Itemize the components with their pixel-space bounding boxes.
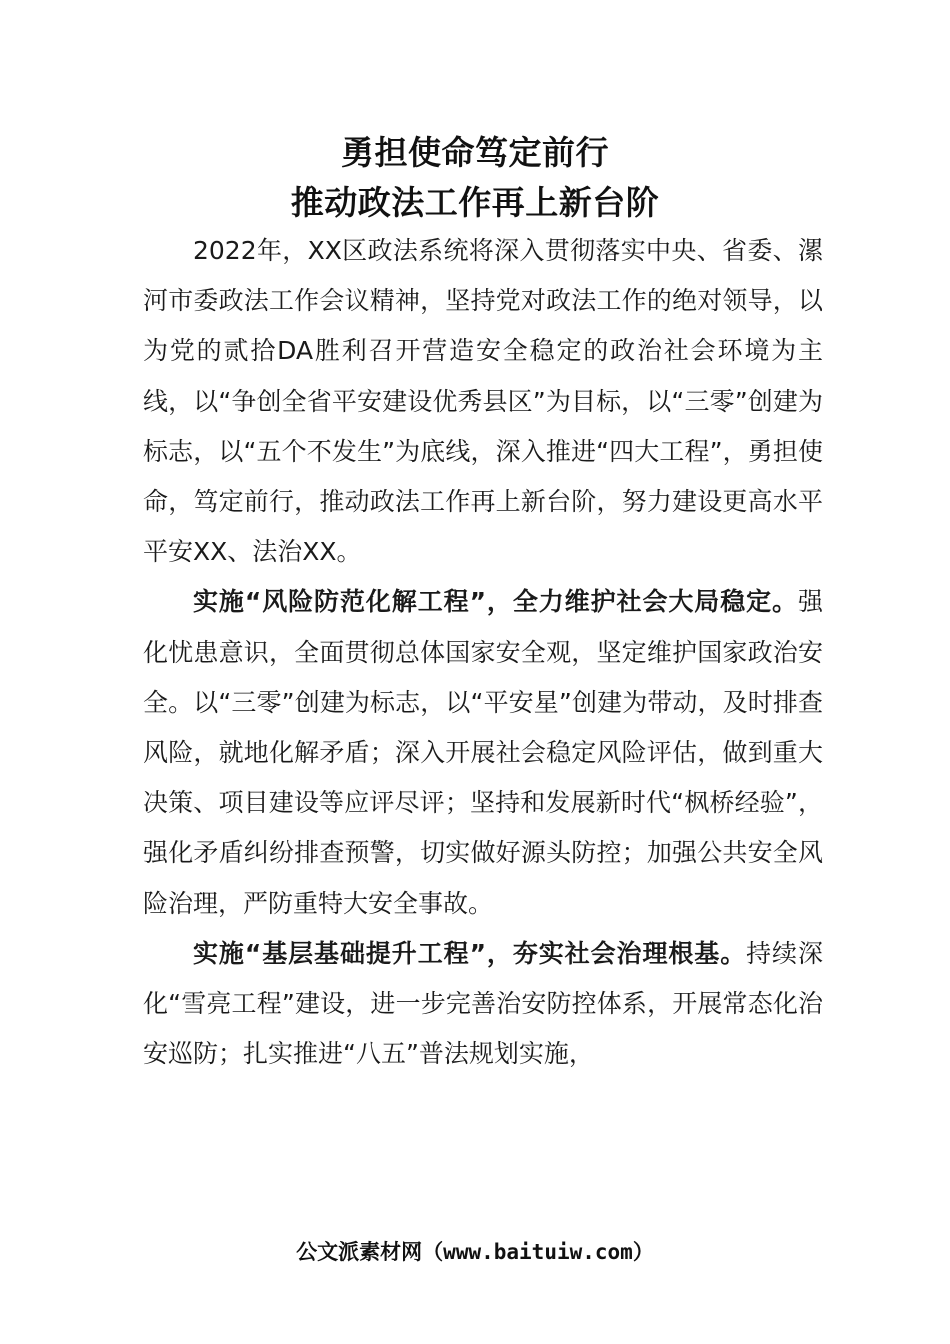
paragraph-lead-heading: 实施“风险防范化解工程”，全力维护社会大局稳定。 xyxy=(193,587,798,617)
paragraph-lead-heading: 实施“基层基础提升工程”，夯实社会治理根基。 xyxy=(193,938,747,968)
document-body xyxy=(143,226,823,1079)
paragraph-text: 2022年，XX区政法系统将深入贯彻落实中央、省委、漯河市委政法工作会议精神，坚持党对政法工作的绝对领导，以为党的贰拾DA胜利召开营造安全稳定的政治社会环境为主线，以“争创全省平安建设优秀县区”为目标，以“三零”创建为标志，以“五个不发生”为底线，深入推进“四大工程”，勇担使命，笃定前行，推动政法工作再上新台阶，努力建设更高水平平安XX、法治XX。 xyxy=(143,236,823,567)
paragraph-grassroots xyxy=(143,929,823,1080)
paragraph-risk-prevention xyxy=(143,577,823,928)
footer-url: （www.baituiw.com） xyxy=(422,1240,654,1264)
paragraph-text: 强化忧患意识，全面贯彻总体国家安全观，坚定维护国家政治安全。以“三零”创建为标志，以“平安星”创建为带动，及时排查风险，就地化解矛盾；深入开展社会稳定风险评估，做到重大决策、项目建设等应评尽评；坚持和发展新时代“枫桥经验”，强化矛盾纠纷排查预警，切实做好源头防控；加强公共安全风险治理，严防重特大安全事故。 xyxy=(143,587,823,918)
footer-site-name: 公文派素材网 xyxy=(296,1240,423,1264)
page-footer xyxy=(0,1234,950,1270)
paragraph-intro xyxy=(143,226,823,577)
paragraph-text: 持续深化“雪亮工程”建设，进一步完善治安防控体系，开展常态化治安巡防；扎实推进“八五”普法规划实施， xyxy=(143,938,823,1069)
title-line-1: 勇担使命笃定前行 xyxy=(341,133,609,172)
title-line-2: 推动政法工作再上新台阶 xyxy=(290,183,660,222)
document-title xyxy=(0,128,950,228)
